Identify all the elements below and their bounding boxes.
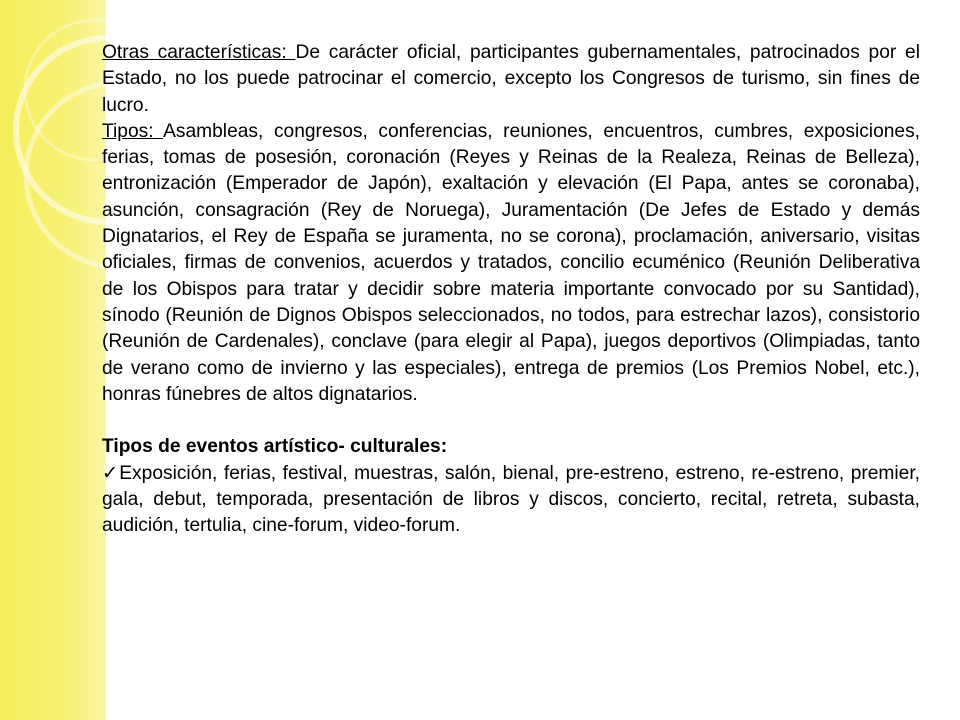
paragraph-otras-caracteristicas [102, 40, 920, 119]
otras-caracteristicas-text: De carácter oficial, participantes gubernamentales, patrocinados por el Estado, no los puede patrocinar el comercio, excepto los Congresos de turismo, sin fines de lucro. [102, 42, 920, 116]
tipos-label: Tipos: [102, 120, 164, 142]
decorative-side-band [0, 0, 106, 720]
decorative-arcs [0, 0, 106, 720]
blank-line [102, 408, 920, 434]
bullet-item [102, 461, 920, 540]
paragraph-tipos [102, 119, 920, 408]
section-title: Tipos de eventos artístico- culturales: [102, 436, 448, 458]
checkmark-icon: ✓ [102, 462, 120, 484]
tipos-text: Asambleas, congresos, conferencias, reuniones, encuentros, cumbres, exposiciones, ferias, tomas de posesión, coronación (Reyes y Reinas de la Realeza, Reinas de Belleza), entronización (Emperador de Japón), exaltación y elevación (El Papa, antes se coronaba), asunción, consagración (Rey de Noruega), Juramentación (De Jefes de Estado y demás Dignatarios, el Rey de España se juramenta, no se corona), proclamación, aniversario, visitas oficiales, firmas de convenios, acuerdos y tratados, concilio ecuménico (Reunión Deliberativa de los Obispos para tratar y decidir sobre materia importante convocado por su Santidad), sínodo (Reunión de Dignos Obispos seleccionados, no todos, para estrechar lazos), consistorio (Reunión de Cardenales), conclave (para elegir al Papa), juegos deportivos (Olimpiadas, tanto de verano como de invierno y las especiales), entrega de premios (Los Premios Nobel, etc.), honras fúnebres de altos dignatarios. [102, 120, 921, 405]
otras-caracteristicas-label: Otras características: [102, 42, 296, 63]
slide-body [102, 40, 920, 540]
bullet-text: Exposición, ferias, festival, muestras, salón, bienal, pre-estreno, estreno, re-estreno, premier, gala, debut, temporada, presentación de libros y discos, concierto, recital, retreta, subasta, audición, tertulia, cine-forum, video-forum. [102, 462, 921, 537]
